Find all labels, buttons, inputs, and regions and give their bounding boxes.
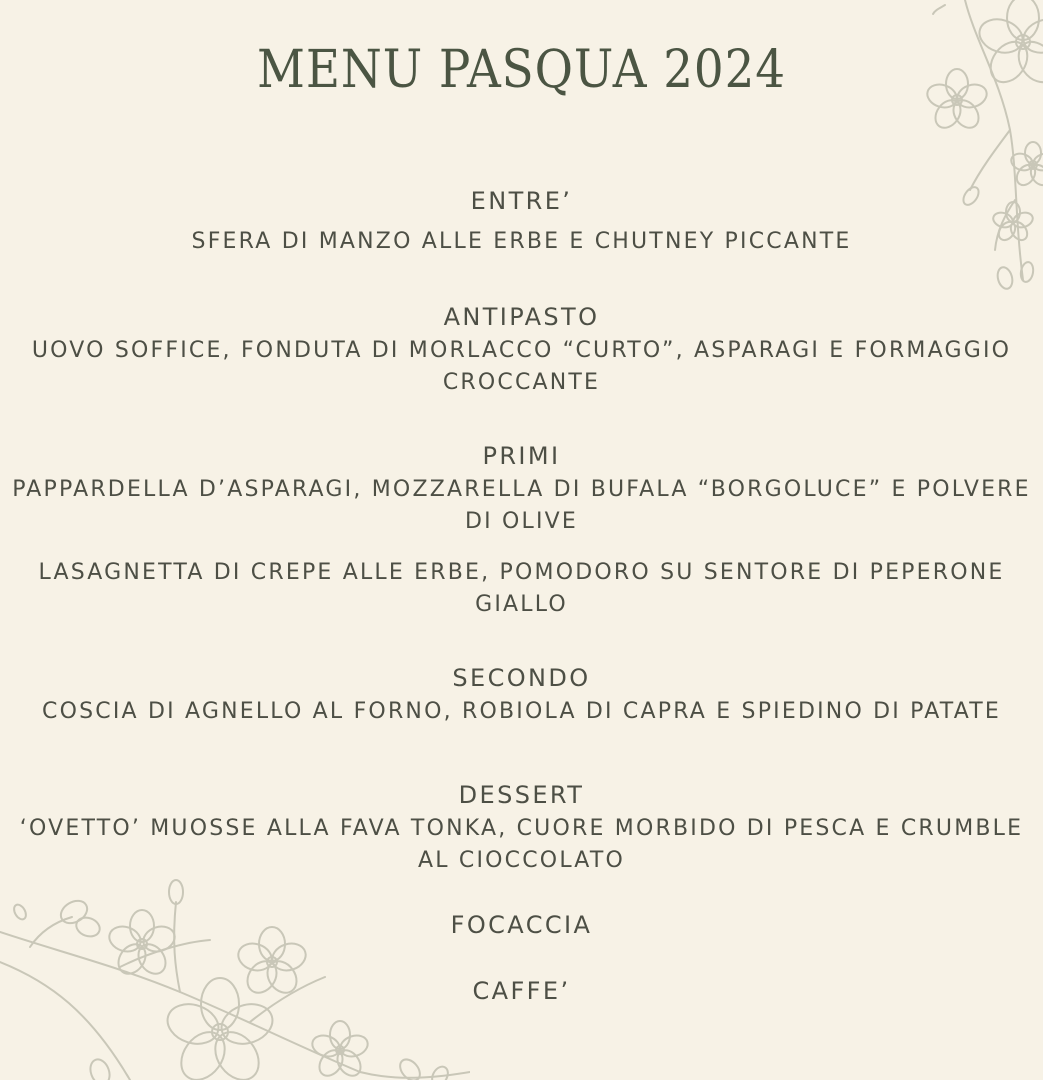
menu-item: PAPPARDELLA D’ASPARAGI, MOZZARELLA DI BUFALA “BORGOLUCE” E POLVERE <box>12 477 1031 502</box>
menu-item: ‘OVETTO’ MUOSSE ALLA FAVA TONKA, CUORE MORBIDO DI PESCA E CRUMBLE <box>19 816 1024 841</box>
menu-item: SFERA DI MANZO ALLE ERBE E CHUTNEY PICCANTE <box>191 229 852 254</box>
section-heading-antipasto: ANTIPASTO <box>443 303 600 331</box>
section-heading-secondo: SECONDO <box>452 664 591 692</box>
menu-item: COSCIA DI AGNELLO AL FORNO, ROBIOLA DI CAPRA E SPIEDINO DI PATATE <box>42 699 1001 724</box>
section-heading-focaccia: FOCACCIA <box>450 911 593 939</box>
menu-item: DI OLIVE <box>464 509 579 534</box>
menu-item: AL CIOCCOLATO <box>418 848 625 873</box>
section-heading-entre: ENTRE’ <box>470 187 573 215</box>
menu-item: CROCCANTE <box>442 370 601 395</box>
menu-title: MENU PASQUA 2024 <box>257 40 786 100</box>
menu-item: GIALLO <box>475 592 568 617</box>
section-heading-caffe: CAFFE’ <box>472 977 571 1005</box>
menu-item: UOVO SOFFICE, FONDUTA DI MORLACCO “CURTO”, ASPARAGI E FORMAGGIO <box>31 338 1012 363</box>
section-heading-dessert: DESSERT <box>458 781 585 809</box>
section-heading-primi: PRIMI <box>482 442 561 470</box>
menu-item: LASAGNETTA DI CREPE ALLE ERBE, POMODORO SU SENTORE DI PEPERONE <box>38 560 1005 585</box>
